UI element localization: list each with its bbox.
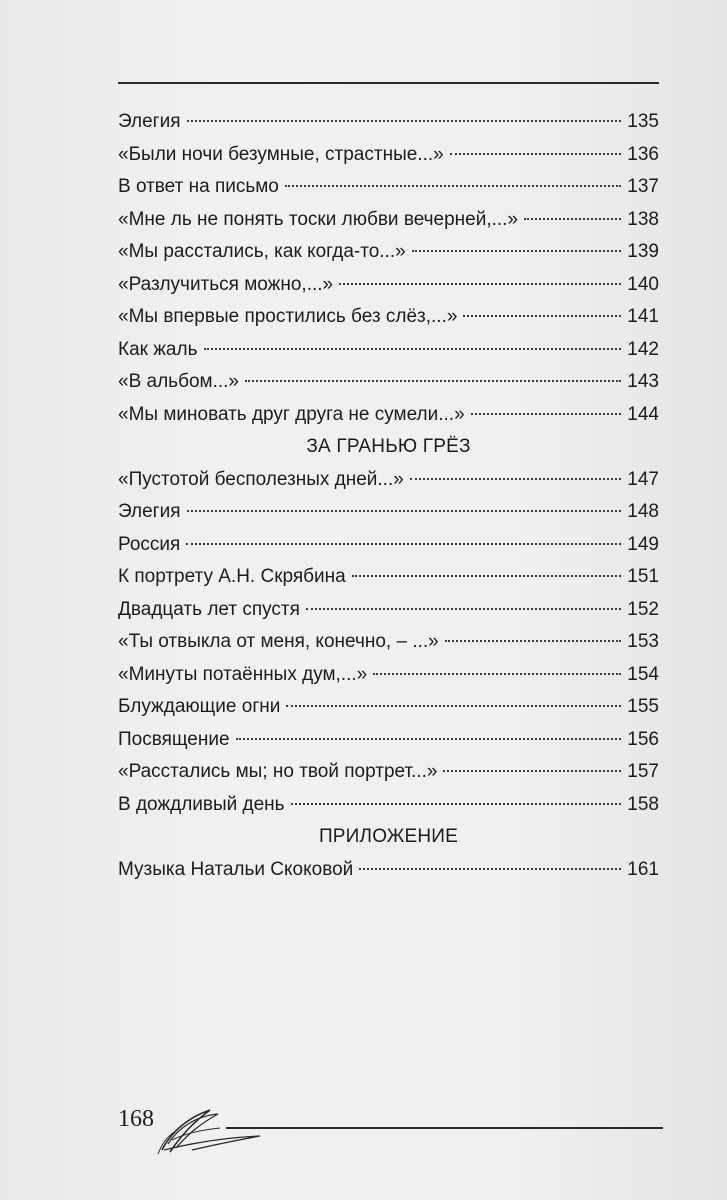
dot-leader — [306, 608, 621, 610]
toc-entry-title: «Мне ль не понять тоски любви вечерней,...» — [118, 208, 519, 230]
dot-leader — [187, 120, 622, 122]
toc-part-2 — [118, 464, 659, 822]
dot-leader — [450, 153, 622, 155]
page-number: 168 — [118, 1106, 154, 1132]
toc-entry — [118, 269, 659, 302]
toc-entry — [118, 529, 659, 562]
toc-entry-title: «Мы расстались, как когда-то...» — [118, 241, 406, 262]
toc-entry-title: «Ты отвыкла от меня, конечно, – ...» — [118, 631, 439, 652]
toc-entry — [118, 854, 659, 887]
dot-leader — [245, 380, 621, 382]
toc-entry-page: 141 — [627, 306, 659, 327]
toc-entry-page: 156 — [627, 728, 659, 750]
toc-part-1 — [118, 106, 659, 431]
toc-entry — [118, 236, 659, 269]
toc-entry — [118, 626, 659, 659]
toc-entry-title: К портрету А.Н. Скрябина — [118, 566, 346, 587]
toc-entry-title: Двадцать лет спустя — [118, 598, 300, 620]
toc-entry-title: Элегия — [118, 501, 181, 522]
toc-entry-title: Россия — [118, 533, 181, 555]
dot-leader — [291, 803, 622, 805]
section-heading-za-granyu-grez: ЗА ГРАНЬЮ ГРЁЗ — [306, 436, 471, 457]
toc-entry-page: 135 — [627, 111, 659, 132]
toc-entry-page: 136 — [627, 143, 659, 165]
toc-entry — [118, 561, 659, 594]
dot-leader — [463, 315, 621, 317]
toc-part-3 — [118, 854, 659, 887]
toc-entry-title: В дождливый день — [118, 793, 285, 815]
dot-leader — [443, 770, 621, 772]
toc-entry-title: «Мы впервые простились без слёз,...» — [118, 306, 458, 327]
toc-entry — [118, 691, 659, 724]
dot-leader — [524, 218, 621, 220]
toc-entry — [118, 724, 659, 757]
dot-leader — [410, 478, 621, 480]
toc-entry-page: 140 — [627, 273, 659, 295]
toc-entry-page: 155 — [627, 696, 659, 717]
toc-entry-page: 143 — [627, 371, 659, 392]
toc-entry-title: «Расстались мы; но твой портрет...» — [118, 761, 438, 782]
toc-entry-page: 161 — [627, 858, 659, 880]
feather-ornament-icon — [148, 1094, 288, 1156]
toc-entry-title: «В альбом...» — [118, 371, 239, 392]
toc-entry-page: 138 — [627, 208, 659, 230]
toc-entry-page: 154 — [627, 663, 659, 685]
toc-entry-title: «Минуты потаённых дум,...» — [118, 663, 368, 685]
toc-entry-page: 153 — [627, 631, 659, 652]
toc-entry — [118, 366, 659, 399]
toc-entry — [118, 789, 659, 822]
toc-entry-page: 152 — [627, 598, 659, 620]
dot-leader — [204, 348, 622, 350]
dot-leader — [285, 185, 621, 187]
dot-leader — [286, 705, 621, 707]
toc-entry-page: 148 — [627, 501, 659, 522]
toc-entry — [118, 139, 659, 172]
toc-entry-title: «Мы миновать друг друга не сумели...» — [118, 403, 465, 425]
toc-entry — [118, 334, 659, 367]
toc-entry-page: 157 — [627, 761, 659, 782]
toc-entry-title: «Были ночи безумные, страстные...» — [118, 143, 444, 165]
toc-entry — [118, 301, 659, 334]
toc-entry-title: Музыка Натальи Скоковой — [118, 858, 354, 880]
toc-entry-title: Элегия — [118, 111, 181, 132]
toc-entry — [118, 106, 659, 139]
toc-entry-page: 158 — [627, 793, 659, 815]
toc-entry — [118, 756, 659, 789]
toc-entry-page: 139 — [627, 241, 659, 262]
toc-entry-page: 137 — [627, 176, 659, 197]
dot-leader — [352, 575, 622, 577]
toc-entry-title: Блуждающие огни — [118, 696, 281, 717]
toc-entry-page: 147 — [627, 468, 659, 490]
toc-entry — [118, 496, 659, 529]
bottom-rule — [226, 1127, 663, 1129]
toc-entry — [118, 204, 659, 237]
toc-entry — [118, 659, 659, 692]
toc-entry-page: 151 — [627, 566, 659, 587]
toc-entry-title: Посвящение — [118, 728, 230, 750]
toc-entry — [118, 399, 659, 432]
dot-leader — [359, 868, 621, 870]
toc-entry-page: 144 — [627, 403, 659, 425]
toc-entry-title: «Разлучиться можно,...» — [118, 273, 334, 295]
toc-entry-page: 142 — [627, 338, 659, 360]
page-footer — [118, 1094, 663, 1164]
dot-leader — [471, 413, 622, 415]
dot-leader — [339, 283, 621, 285]
dot-leader — [187, 510, 622, 512]
dot-leader — [373, 673, 621, 675]
top-rule — [118, 82, 659, 84]
dot-leader — [236, 738, 622, 740]
dot-leader — [445, 640, 622, 642]
toc-entry — [118, 464, 659, 497]
toc-entry-title: Как жаль — [118, 338, 198, 360]
table-of-contents — [118, 106, 659, 886]
dot-leader — [186, 543, 621, 545]
toc-entry-title: В ответ на письмо — [118, 176, 279, 197]
dot-leader — [412, 250, 622, 252]
toc-entry-page: 149 — [627, 533, 659, 555]
section-heading-prilozhenie: ПРИЛОЖЕНИЕ — [318, 826, 459, 847]
toc-entry — [118, 171, 659, 204]
toc-entry-title: «Пустотой бесполезных дней...» — [118, 468, 404, 490]
toc-entry — [118, 594, 659, 627]
